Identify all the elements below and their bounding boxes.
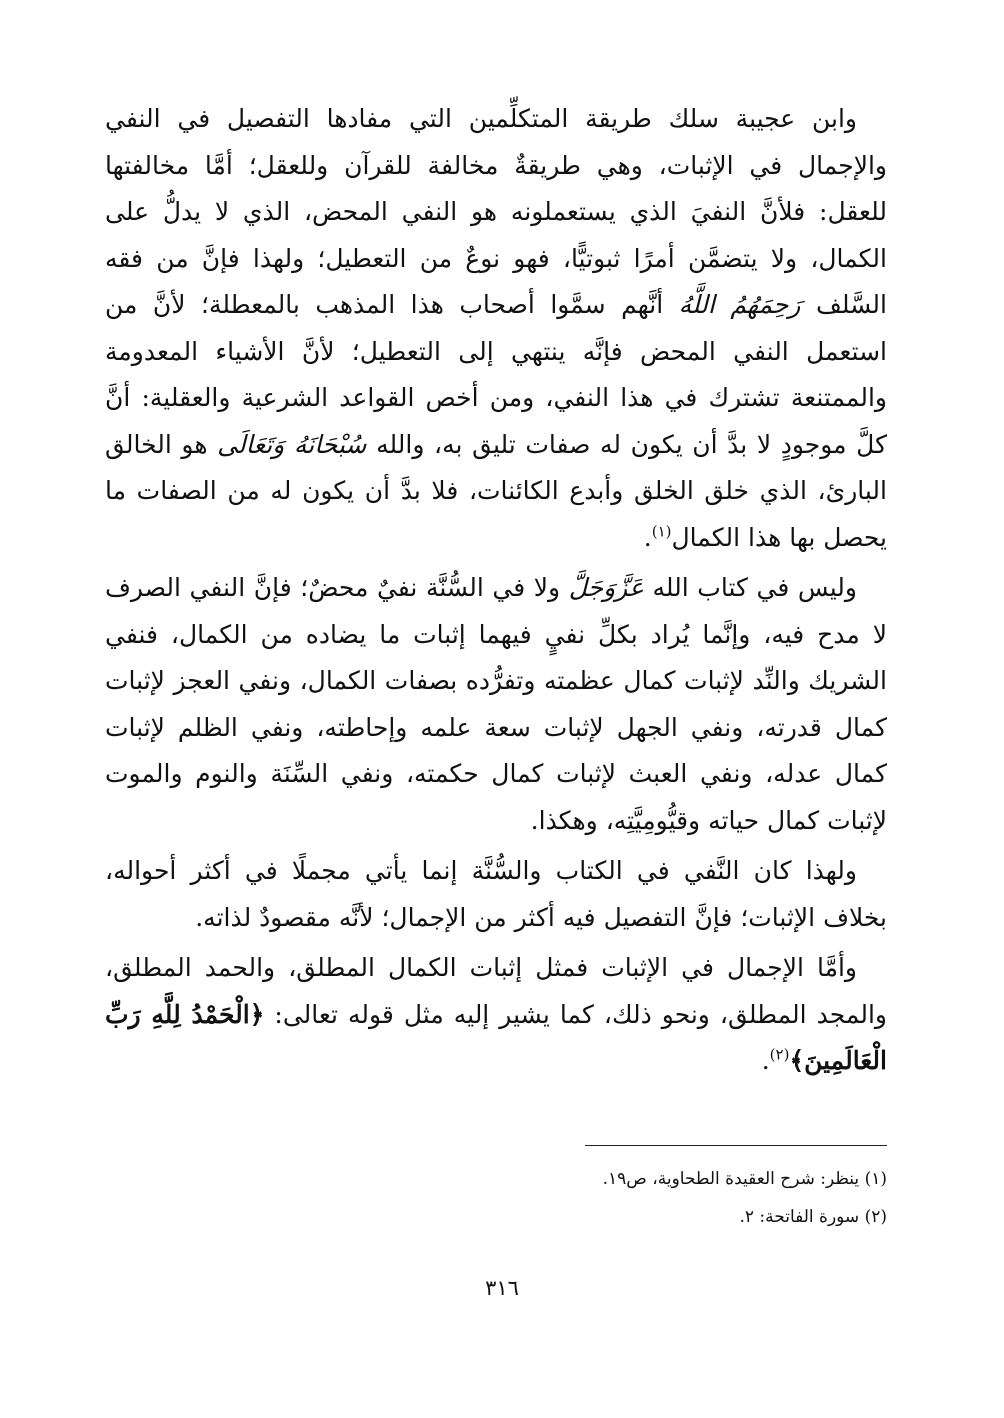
footnotes: [387, 1160, 887, 1236]
footnote-marker: (٢): [769, 1045, 790, 1064]
footnote-divider: [585, 1145, 887, 1146]
footnote-marker: (١): [651, 522, 672, 541]
paragraph-text: وأمَّا الإجمال في الإثبات فمثل إثبات الكمال المطلق، والحمد المطلق، والمجد المطلق، ونحو ذلك، كما يشير إليه مثل قوله تعالى:: [105, 953, 887, 1029]
paragraph-text: أنَّهم سمَّوا أصحاب هذا المذهب بالمعطلة؛ لأنَّ من استعمل النفي المحض فإنَّه ينتهي إلى التعطيل؛ لأنَّ الأشياء المعدومة والممتنعة تشترك في هذا النفي، ومن أخص القواعد الشرعية والعقلية: أنَّ كلَّ موجودٍ لا بدَّ أن يكون له صفات تليق به، والله: [105, 290, 888, 459]
paragraph: [105, 96, 887, 561]
paragraph-text: وليس في كتاب الله: [643, 573, 857, 602]
paragraph-text: ولهذا كان النَّفي في الكتاب والسُّنَّة إنما يأتي مجملًا في أكثر أحواله، بخلاف الإثبات؛ فإنَّ التفصيل فيه أكثر من الإجمال؛ لأنَّه مقصودٌ لذاته.: [105, 856, 887, 932]
paragraph: [105, 565, 887, 844]
honorific-text: عَزَّوَجَلَّ: [568, 573, 644, 602]
main-text: [105, 96, 887, 1085]
honorific-text: رَحِمَهُمُ اللَّهُ: [678, 290, 801, 319]
paragraph: [105, 945, 887, 1085]
paragraph-text: وابن عجيبة سلك طريقة المتكلِّمين التي مفادها التفصيل في النفي والإجمال في الإثبات، وهي طريقةٌ مخالفة للقرآن وللعقل؛ أمَّا مخالفتها للعقل: فلأنَّ النفيَ الذي يستعملونه هو النفي المحض، الذي لا يدلُّ على الكمال، ولا يتضمَّن أمرًا ثبوتيًّا، فهو نوعٌ من التعطيل؛ ولهذا فإنَّ من فقه السَّلف: [105, 104, 887, 319]
quran-verse: ﴿الْحَمْدُ لِلَّهِ رَبِّ الْعَالَمِينَ﴾: [105, 999, 887, 1075]
paragraph: [105, 848, 887, 941]
page-number: ٣١٦: [485, 1276, 519, 1300]
paragraph-text: هو الخالق البارئ، الذي خلق الخلق وأبدع الكائنات، فلا بدَّ أن يكون له من الصفات ما يحصل بها هذا الكمال: [105, 429, 887, 552]
paragraph-text: ولا في السُّنَّة نفيٌ محضٌ؛ فإنَّ النفي الصرف لا مدح فيه، وإنَّما يُراد بكلِّ نفيٍ فيهما إثبات ما يضاده من الكمال، فنفي الشريك والنِّد لإثبات كمال عظمته وتفرُّده بصفات الكمال، ونفي العجز لإثبات كمال قدرته، ونفي الجهل لإثبات سعة علمه وإحاطته، ونفي الظلم لإثبات كمال عدله، ونفي العبث لإثبات كمال حكمته، ونفي السِّنَة والنوم والموت لإثبات كمال حياته وقيُّومِيَّتِه، وهكذا.: [105, 573, 888, 835]
paragraph-text: .: [643, 522, 652, 552]
footnote: (٢) سورة الفاتحة: ٢.: [739, 1207, 887, 1227]
honorific-text: سُبْحَانَهُ وَتَعَالَى: [217, 429, 367, 459]
paragraph-text: .: [761, 1046, 770, 1075]
footnote: (١) ينظر: شرح العقيدة الطحاوية، ص١٩.: [602, 1169, 887, 1189]
